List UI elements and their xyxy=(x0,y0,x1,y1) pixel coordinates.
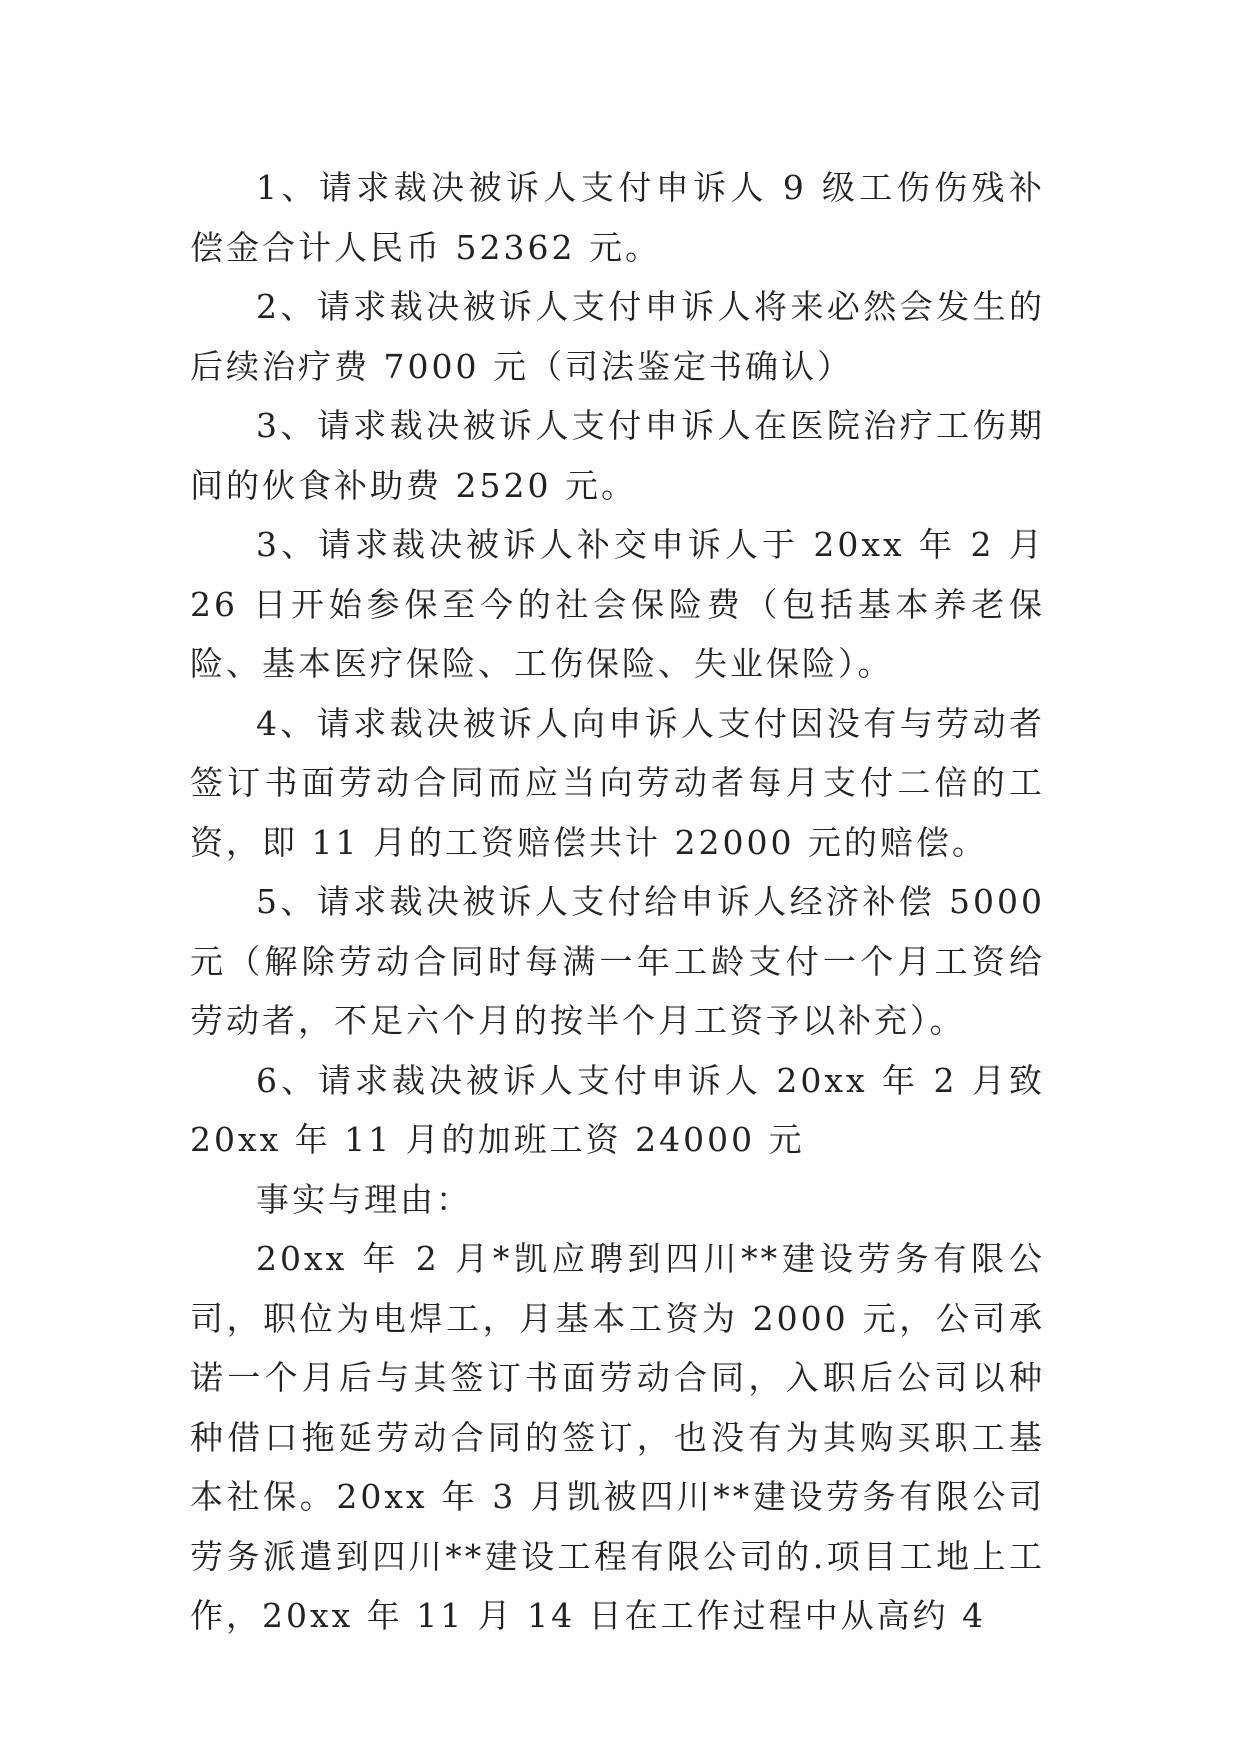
claim-1-paragraph: 1、请求裁决被诉人支付申诉人 9 级工伤伤残补偿金合计人民币 52362 元。 xyxy=(190,168,1045,267)
document-body xyxy=(190,158,1045,1646)
claim-5-paragraph: 5、请求裁决被诉人支付给申诉人经济补偿 5000 元（解除劳动合同时每满一年工龄支付一个月工资给劳动者，不足六个月的按半个月工资予以补充）。 xyxy=(190,882,1045,1040)
facts-paragraph: 20xx 年 2 月*凯应聘到四川**建设劳务有限公司，职位为电焊工，月基本工资为 2000 元，公司承诺一个月后与其签订书面劳动合同，入职后公司以种种借口拖延劳动合同的签订，也没有为其购买职工基本社保。20xx 年 3 月凯被四川**建设劳务有限公司劳务派遣到四川**建设工程有限公司的.项目工地上工作，20xx 年 11 月 14 日在工作过程中从高约 4 xyxy=(190,1239,1045,1635)
claim-3b-paragraph: 3、请求裁决被诉人补交申诉人于 20xx 年 2 月 26 日开始参保至今的社会保险费（包括基本养老保险、基本医疗保险、工伤保险、失业保险）。 xyxy=(190,525,1045,683)
claim-2-paragraph: 2、请求裁决被诉人支付申诉人将来必然会发生的后续治疗费 7000 元（司法鉴定书确认） xyxy=(190,287,1045,386)
claim-3-paragraph: 3、请求裁决被诉人支付申诉人在医院治疗工伤期间的伙食补助费 2520 元。 xyxy=(190,406,1045,505)
facts-heading: 事实与理由： xyxy=(256,1179,472,1219)
claim-4-paragraph: 4、请求裁决被诉人向申诉人支付因没有与劳动者签订书面劳动合同而应当向劳动者每月支付二倍的工资，即 11 月的工资赔偿共计 22000 元的赔偿。 xyxy=(190,703,1045,862)
claim-6-paragraph: 6、请求裁决被诉人支付申诉人 20xx 年 2 月致 20xx 年 11 月的加班工资 24000 元 xyxy=(190,1060,1045,1159)
